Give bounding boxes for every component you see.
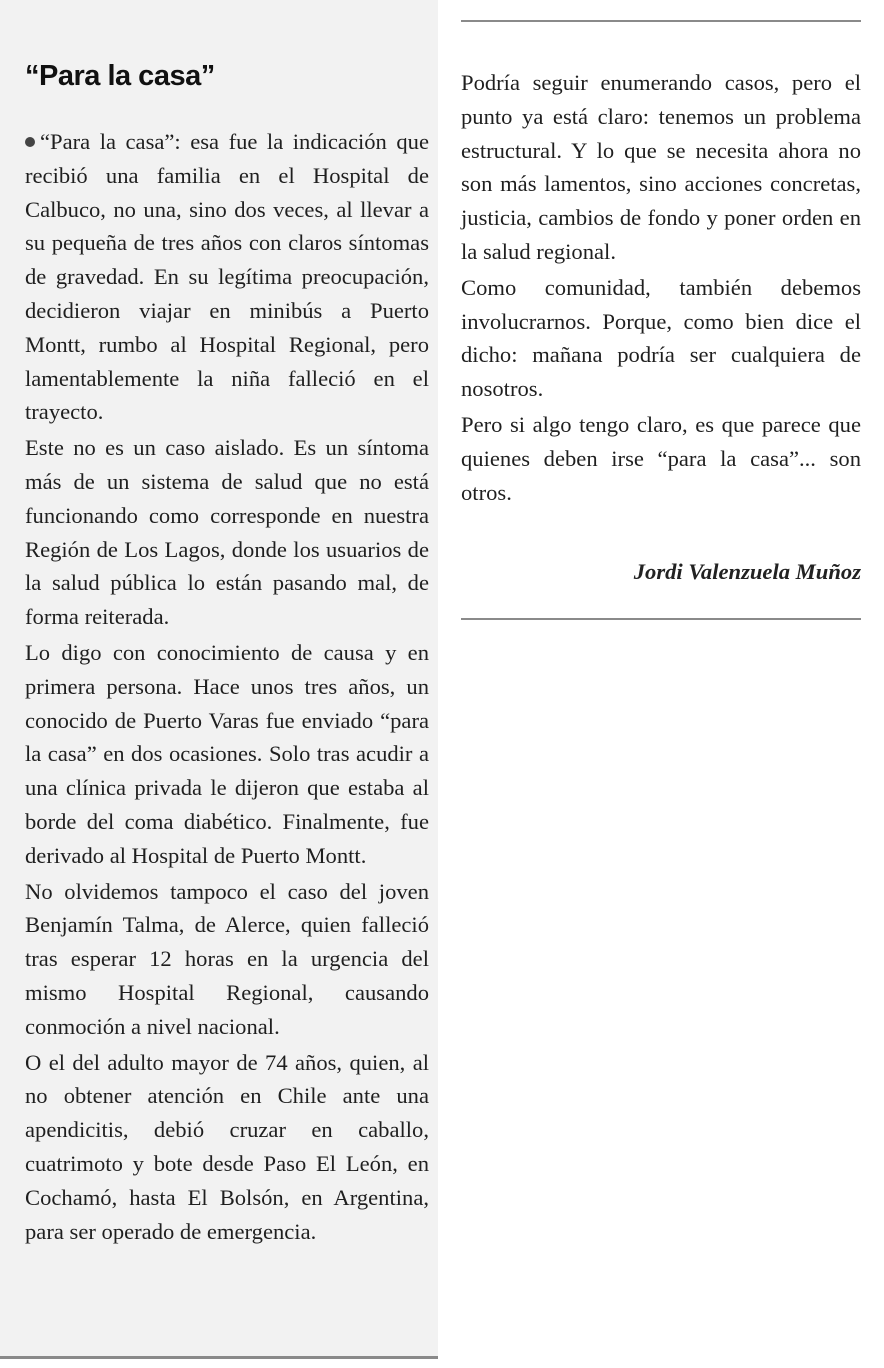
paragraph-6: Podría seguir enumerando casos, pero el punto ya está claro: tenemos un problema estructural. Y lo que se necesita ahora no son más lamentos, sino acciones concretas, justicia, cambios de fondo y poner orden en la salud regional. (461, 70, 861, 264)
top-divider (461, 20, 861, 22)
paragraph-3: Lo digo con conocimiento de causa y en primera persona. Hace unos tres años, un conocido de Puerto Varas fue enviado “para la casa” en dos ocasiones. Solo tras acudir a una clínica privada le dijeron que estaba al borde del coma diabético. Finalmente, fue derivado al Hospital de Puerto Montt. (25, 639, 429, 868)
bullet-icon (25, 137, 35, 147)
bottom-divider (461, 618, 861, 620)
right-column (461, 20, 861, 620)
paragraph-4: No olvidemos tampoco el caso del joven Benjamín Talma, de Alerce, quien falleció tras esperar 12 horas en la urgencia del mismo Hospital Regional, causando conmoción a nivel nacional. (25, 878, 429, 1039)
left-column (0, 0, 438, 1359)
paragraph-1 (25, 125, 429, 429)
paragraph-2: Este no es un caso aislado. Es un síntoma más de un sistema de salud que no está funcionando como corresponde en nuestra Región de Los Lagos, donde los usuarios de la salud pública lo están pasando mal, de forma reiterada. (25, 435, 429, 630)
paragraph-1-text: “Para la casa”: esa fue la indicación que recibió una familia en el Hospital de Calbuco, no una, sino dos veces, al llevar a su pequeña de tres años con claros síntomas de gravedad. En su legítima preocupación, decidieron viajar en minibús a Puerto Montt, rumbo al Hospital Regional, pero lamentablemente la niña falleció en el trayecto. (25, 129, 429, 425)
article-headline: “Para la casa” (25, 60, 215, 92)
paragraph-8: Pero si algo tengo claro, es que parece que quienes deben irse “para la casa”... son otros. (461, 411, 861, 505)
article-body-right (461, 66, 861, 509)
paragraph-5: O el del adulto mayor de 74 años, quien, al no obtener atención en Chile ante una apendicitis, debió cruzar en caballo, cuatrimoto y bote desde Paso El León, en Cochamó, hasta El Bolsón, en Argentina, para ser operado de emergencia. (25, 1049, 429, 1244)
article-body-left (25, 125, 429, 1250)
paragraph-7: Como comunidad, también debemos involucrarnos. Porque, como bien dice el dicho: mañana podría ser cualquiera de nosotros. (461, 274, 861, 402)
author-signature: Jordi Valenzuela Muñoz (633, 559, 861, 585)
